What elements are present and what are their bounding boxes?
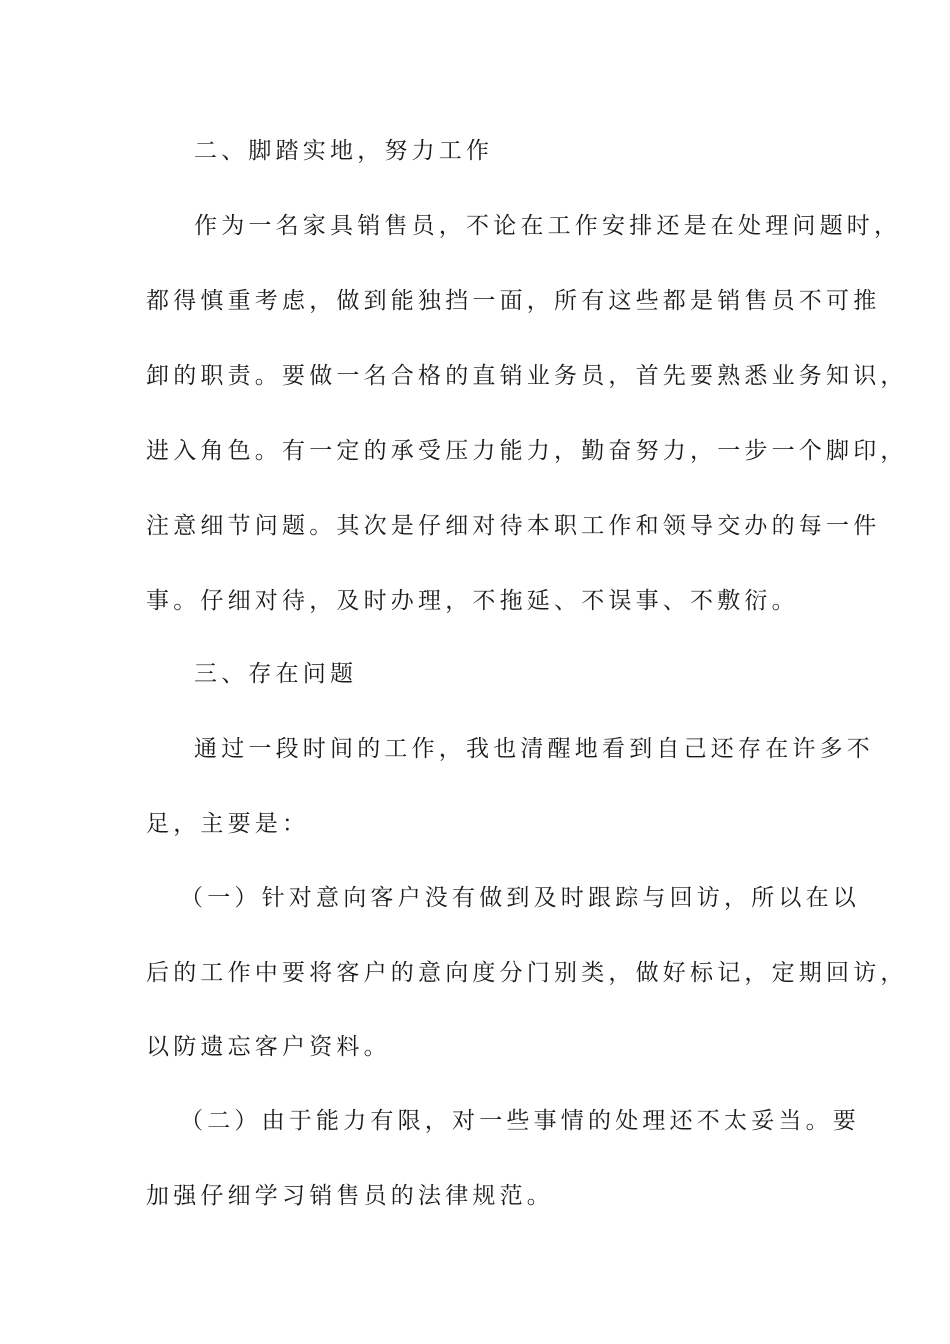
paragraph-line: 卸的职责。要做一名合格的直销业务员，首先要熟悉业务知识，: [146, 363, 908, 389]
paragraph-line: 通过一段时间的工作，我也清醒地看到自己还存在许多不: [194, 736, 874, 762]
list-item-2-line: （二）由于能力有限，对一些事情的处理还不太妥当。要: [180, 1108, 860, 1134]
paragraph-line: 都得慎重考虑，做到能独挡一面，所有这些都是销售员不可推: [146, 288, 881, 314]
section-heading-2: 二、脚踏实地，努力工作: [194, 138, 494, 164]
list-item-2-line: 加强仔细学习销售员的法律规范。: [146, 1183, 554, 1209]
paragraph-line: 作为一名家具销售员，不论在工作安排还是在处理问题时，: [194, 213, 902, 239]
list-item-1-line: （一）针对意向客户没有做到及时跟踪与回访，所以在以: [180, 885, 860, 911]
paragraph-line: 进入角色。有一定的承受压力能力，勤奋努力，一步一个脚印，: [146, 438, 908, 464]
paragraph-line: 足，主要是：: [146, 811, 310, 837]
list-item-1-line: 后的工作中要将客户的意向度分门别类，做好标记，定期回访，: [146, 960, 908, 986]
paragraph-line: 事。仔细对待，及时办理，不拖延、不误事、不敷衍。: [146, 588, 799, 614]
paragraph-line: 注意细节问题。其次是仔细对待本职工作和领导交办的每一件: [146, 513, 881, 539]
section-heading-3: 三、存在问题: [194, 661, 358, 687]
list-item-1-line: 以防遗忘客户资料。: [146, 1034, 391, 1060]
